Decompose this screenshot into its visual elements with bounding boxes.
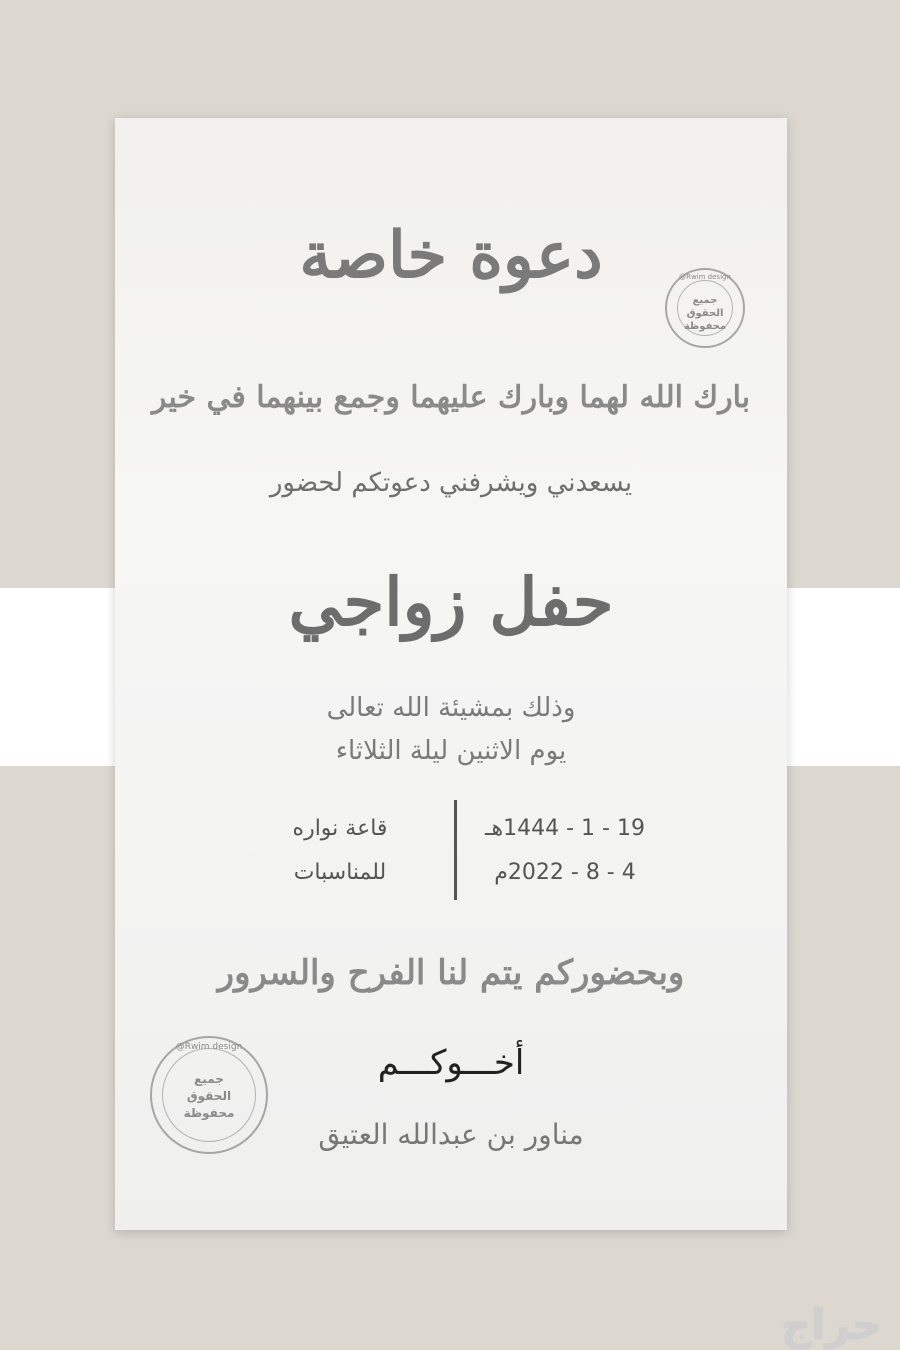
stamp-line-1: جميع bbox=[194, 1072, 224, 1086]
event-name: حفل زواجي bbox=[288, 563, 614, 641]
invitation-title: دعوة خاصة bbox=[299, 218, 603, 293]
copyright-stamp-top bbox=[665, 268, 745, 348]
site-watermark: حراج bbox=[780, 1300, 882, 1349]
stamp-brand: @Rwim design bbox=[679, 273, 731, 281]
occasion-line-1: وذلك بمشيئة الله تعالى bbox=[326, 693, 576, 723]
stamp-text bbox=[152, 1071, 266, 1122]
intro-text: يسعدني ويشرفني دعوتكم لحضور bbox=[269, 468, 633, 498]
stamp-line-1: جميع bbox=[692, 295, 718, 306]
date-gregorian: 4 - 8 - 2022م bbox=[494, 860, 636, 885]
blessing-text: بارك الله لهما وبارك عليهما وجمع بينهما في خير bbox=[151, 380, 751, 415]
stamp-line-2: الحقوق bbox=[186, 1089, 232, 1103]
vertical-divider bbox=[454, 800, 457, 900]
invitation-card bbox=[115, 118, 787, 1230]
stamp-line-2: الحقوق bbox=[686, 308, 724, 319]
stamp-line-3: محفوظة bbox=[683, 321, 727, 332]
venue-line-1: قاعة نواره bbox=[292, 816, 388, 841]
host-name: مناور بن عبدالله العتيق bbox=[318, 1118, 584, 1151]
signoff-text: أخـــوكـــم bbox=[377, 1043, 525, 1083]
occasion-line-2: يوم الاثنين ليلة الثلاثاء bbox=[335, 736, 567, 766]
copyright-stamp-bottom bbox=[150, 1036, 268, 1154]
date-hijri: 19 - 1 - 1444هـ bbox=[485, 816, 645, 841]
stamp-brand: @Rwim design bbox=[175, 1042, 243, 1052]
venue-line-2: للمناسبات bbox=[293, 860, 387, 885]
stamp-line-3: محفوظة bbox=[183, 1106, 235, 1120]
closing-text: وبحضوركم يتم لنا الفرح والسرور bbox=[217, 953, 685, 993]
stamp-text bbox=[667, 294, 743, 333]
